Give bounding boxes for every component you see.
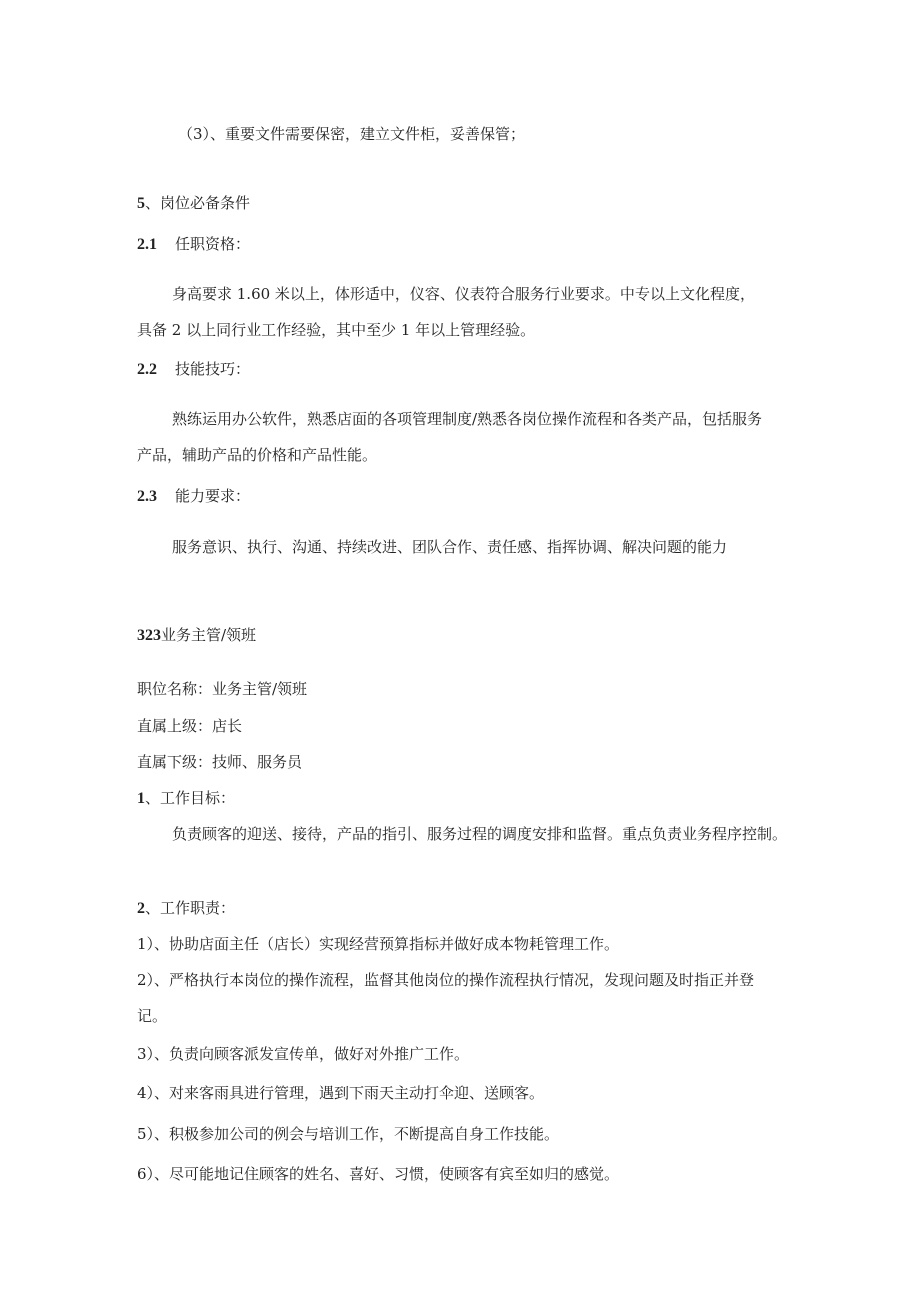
section-title: 业务主管/领班 (161, 626, 257, 644)
section-heading (137, 193, 250, 214)
list-item: （3）、重要文件需要保密，建立文件柜，妥善保管； (178, 125, 526, 143)
section-number: 5 (137, 195, 145, 212)
section-heading (137, 625, 256, 646)
paragraph-line: 身高要求 1.60 米以上，体形适中，仪容、仪表符合服务行业要求。中专以上文化程度， (172, 285, 755, 303)
subsection-number: 2.2 (137, 361, 157, 378)
paragraph-line: 负责顾客的迎送、接待，产品的指引、服务过程的调度安排和监督。重点负责业务程序控制。 (172, 825, 788, 843)
section-number: 2 (137, 900, 145, 917)
subsection-heading (137, 359, 250, 380)
subsection-heading (137, 234, 250, 255)
section-heading (137, 898, 235, 919)
subsection-title: 任职资格： (175, 235, 251, 253)
paragraph-line: 产品，辅助产品的价格和产品性能。 (137, 446, 378, 464)
list-item: 2）、严格执行本岗位的操作流程，监督其他岗位的操作流程执行情况，发现问题及时指正并登 (137, 971, 755, 989)
field-superior: 直属上级：店长 (137, 717, 243, 735)
subsection-title: 技能技巧： (175, 360, 251, 378)
paragraph-line: 具备 2 以上同行业工作经验，其中至少 1 年以上管理经验。 (137, 321, 536, 339)
section-number: 1 (137, 790, 145, 807)
section-title: 、工作职责： (145, 899, 236, 917)
list-item-continued: 记。 (137, 1007, 168, 1025)
field-subordinate: 直属下级：技师、服务员 (137, 753, 303, 771)
paragraph-line: 服务意识、执行、沟通、持续改进、团队合作、责任感、指挥协调、解决问题的能力 (172, 538, 728, 556)
field-position-name: 职位名称：业务主管/领班 (137, 680, 308, 698)
subsection-title: 能力要求： (175, 487, 251, 505)
list-item: 3）、负责向顾客派发宣传单，做好对外推广工作。 (137, 1045, 470, 1063)
section-number: 323 (137, 627, 161, 644)
list-item: 6）、尽可能地记住顾客的姓名、喜好、习惯，使顾客有宾至如归的感觉。 (137, 1165, 620, 1183)
section-title: 、岗位必备条件 (145, 194, 251, 212)
list-item: 4）、对来客雨具进行管理，遇到下雨天主动打伞迎、送顾客。 (137, 1084, 545, 1102)
list-item: 5）、积极参加公司的例会与培训工作，不断提高自身工作技能。 (137, 1125, 560, 1143)
subsection-heading (137, 486, 250, 507)
paragraph-line: 熟练运用办公软件，熟悉店面的各项管理制度/熟悉各岗位操作流程和各类产品，包括服务 (172, 410, 763, 428)
subsection-number: 2.3 (137, 488, 157, 505)
subsection-number: 2.1 (137, 236, 157, 253)
list-item: 1）、协助店面主任（店长）实现经营预算指标并做好成本物耗管理工作。 (137, 935, 620, 953)
section-title: 、工作目标： (145, 789, 236, 807)
section-heading (137, 788, 235, 809)
